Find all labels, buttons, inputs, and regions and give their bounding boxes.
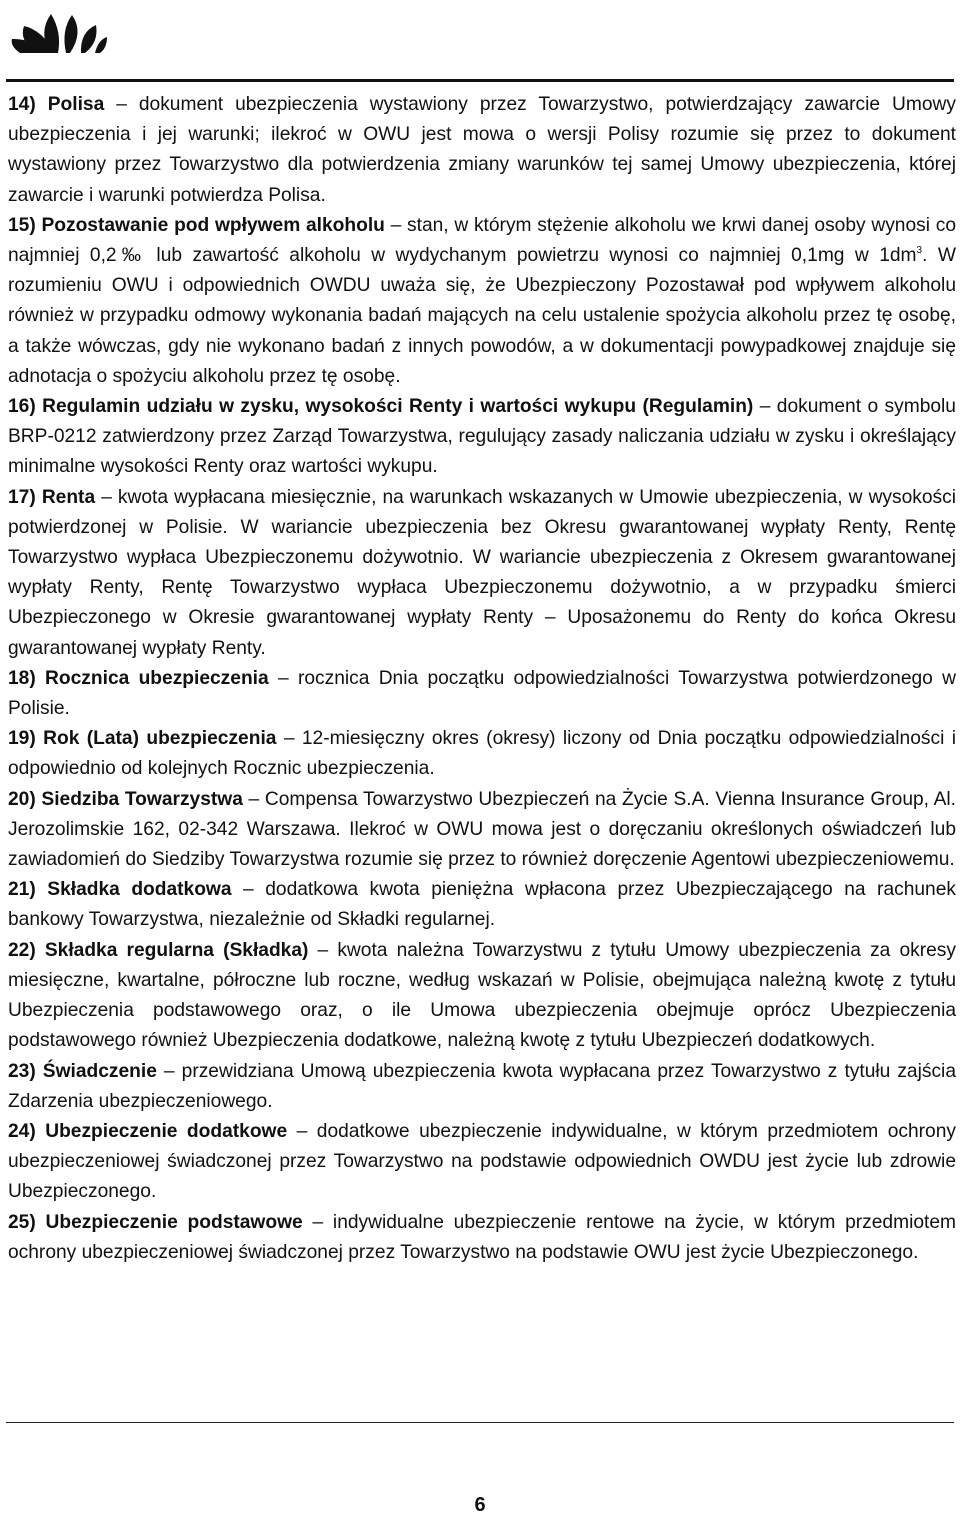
definition-number: 23): [8, 1060, 36, 1082]
definition-term: Regulamin udziału w zysku, wysokości Renty i wartości wykupu (Regulamin): [42, 396, 754, 418]
company-logo-icon: [8, 6, 108, 54]
definition-23: [8, 1057, 956, 1117]
definition-25: [8, 1208, 956, 1268]
definition-number: 24): [8, 1120, 36, 1142]
definition-term: Składka dodatkowa: [47, 879, 232, 901]
definition-text: – przewidziana Umową ubezpieczenia kwota wypłacana przez Towarzystwo z tytułu zajścia Zdarzenia ubezpieczeniowego.: [8, 1060, 956, 1112]
definition-text: – dokument ubezpieczenia wystawiony przez Towarzystwo, potwierdzający zawarcie Umowy ubezpieczenia i jej warunki; ilekroć w OWU jest mowa o wersji Polisy rozumie się przez to dokument wystawiony przez Towarzystwo dla potwierdzenia zmiany warunków tej samej Umowy ubezpieczenia, której zawarcie i warunki potwierdza Polisa.: [8, 94, 956, 206]
definition-text: – stan, w którym stężenie alkoholu we krwi danej osoby wynosi co najmniej 0,2‰ lub zawartość alkoholu w wydychanym powietrzu wynosi co najmniej 0,1mg w 1dm: [8, 214, 956, 267]
definition-number: 20): [8, 788, 36, 810]
definition-number: 18): [8, 667, 36, 689]
definition-number: 21): [8, 879, 36, 901]
definition-text: – Compensa Towarzystwo Ubezpieczeń na Życie S.A. Vienna Insurance Group, Al. Jerozolimskie 162, 02-342 Warszawa. Ilekroć w OWU mowa jest o doręczaniu określonych oświadczeń lub zawiadomień do Siedziby Towarzystwa rozumie się przez to również doręczenie Agentowi ubezpieczeniowemu.: [8, 788, 956, 871]
definition-number: 15): [8, 214, 36, 236]
definition-24: [8, 1117, 956, 1208]
definition-text: – 12-miesięczny okres (okresy) liczony od Dnia początku odpowiedzialności i odpowiednio od kolejnych Rocznic ubezpieczenia.: [8, 728, 956, 780]
definition-text: – kwota należna Towarzystwu z tytułu Umowy ubezpieczenia za okresy miesięczne, kwartalne, półroczne lub roczne, według wskazań w Polisie, obejmująca należną kwotę z tytułu Ubezpieczenia podstawowego oraz, o ile Umowa ubezpieczenia obejmuje oprócz Ubezpieczenia podstawowego również Ubezpieczenia dodatkowe, należną kwotę z tytułu Ubezpieczeń dodatkowych.: [8, 939, 956, 1052]
header-rule: [6, 79, 954, 82]
definitions-list: [8, 90, 956, 1268]
definition-term: Siedziba Towarzystwa: [41, 788, 243, 810]
definition-15: [8, 211, 956, 392]
definition-term: Polisa: [47, 94, 105, 115]
definition-term: Ubezpieczenie podstawowe: [45, 1211, 303, 1233]
definition-term: Ubezpieczenie dodatkowe: [45, 1120, 288, 1142]
definition-number: 17): [8, 486, 36, 508]
definition-20: [8, 785, 956, 876]
definition-17: [8, 483, 956, 664]
definition-number: 22): [8, 939, 36, 961]
definition-21: [8, 875, 956, 935]
definition-number: 16): [8, 396, 36, 418]
definition-term: Świadczenie: [42, 1060, 157, 1082]
definition-18: [8, 664, 956, 724]
definition-text: – dokument o symbolu BRP-0212 zatwierdzony przez Zarząd Towarzystwa, regulujący zasady naliczania udziału w zysku i określający minimalne wysokości Renty oraz wartości wykupu.: [8, 396, 956, 478]
superscript: 3: [916, 245, 923, 257]
definition-number: 25): [8, 1211, 36, 1233]
definition-text: – dodatkowe ubezpieczenie indywidualne, w którym przedmiotem ochrony ubezpieczeniowej świadczonej przez Towarzystwo na podstawie odpowiednich OWDU jest życie lub zdrowie Ubezpieczonego.: [8, 1120, 956, 1203]
page-number: 6: [474, 1494, 486, 1516]
definition-term: Rok (Lata) ubezpieczenia: [43, 728, 277, 750]
definition-term: Rocznica ubezpieczenia: [45, 667, 269, 689]
definition-term: Pozostawanie pod wpływem alkoholu: [41, 214, 385, 236]
definition-term: Renta: [41, 486, 96, 508]
definition-number: 19): [8, 728, 36, 750]
definition-term: Składka regularna (Składka): [44, 939, 309, 961]
definition-19: [8, 724, 956, 784]
definition-16: [8, 392, 956, 483]
definition-number: 14): [8, 94, 36, 115]
footer-rule: [6, 1422, 954, 1423]
definition-text: – indywidualne ubezpieczenie rentowe na życie, w którym przedmiotem ochrony ubezpieczeniowej świadczonej przez Towarzystwo na podstawie OWU jest życie Ubezpieczonego.: [8, 1211, 956, 1263]
definition-22: [8, 936, 956, 1057]
definition-text: – rocznica Dnia początku odpowiedzialności Towarzystwa potwierdzonego w Polisie.: [8, 667, 956, 720]
definition-14: [8, 90, 956, 211]
definition-text: – kwota wypłacana miesięcznie, na warunkach wskazanych w Umowie ubezpieczenia, w wysokości potwierdzonej w Polisie. W wariancie ubezpieczenia bez Okresu gwarantowanej wypłaty Renty, Rentę Towarzystwo wypłaca Ubezpieczonemu dożywotnio. W wariancie ubezpieczenia z Okresem gwarantowanej wypłaty Renty, Rentę Towarzystwo wypłaca Ubezpieczonemu dożywotnio, a w przypadku śmierci Ubezpieczonego w Okresie gwarantowanej wypłaty Renty – Uposażonemu do Renty do końca Okresu gwarantowanej wypłaty Renty.: [8, 486, 957, 659]
definition-text: – dodatkowa kwota pieniężna wpłacona przez Ubezpieczającego na rachunek bankowy Towarzystwa, niezależnie od Składki regularnej.: [8, 879, 956, 931]
definition-text-continued: . W rozumieniu OWU i odpowiednich OWDU uważa się, że Ubezpieczony Pozostawał pod wpływem alkoholu również w przypadku odmowy wykonania badań mających na celu ustalenie spożycia alkoholu przez tę osobę, a także wówczas, gdy nie wykonano badań z innych powodów, a w dokumentacji powypadkowej znajduje się adnotacja o spożyciu alkoholu przez tę osobę.: [8, 245, 956, 387]
